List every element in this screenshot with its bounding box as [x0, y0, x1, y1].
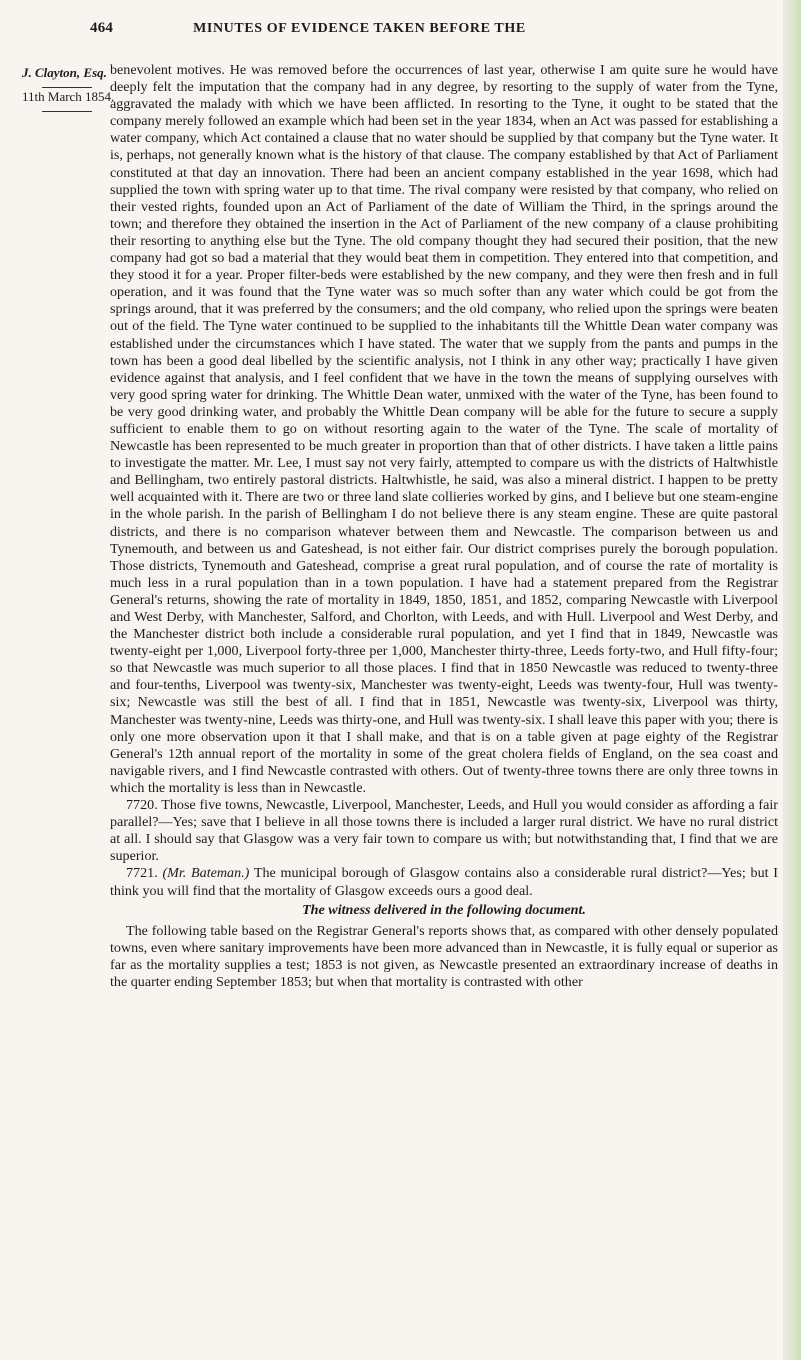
document-heading: The witness delivered in the following document.: [302, 901, 586, 918]
paragraph-closing: The following table based on the Registrar General's reports shows that, as compared with other densely populated towns, even where sanitary improvements have been more advanced than in Newcastle, it is fully equal or superior as far as the mortality supplies a test; 1853 is not given, as Newcastle presented an extraordinary increase of deaths in the quarter ending September 1853; but when that mortality is contrasted with other: [110, 922, 778, 990]
page-edge: [787, 0, 801, 1360]
margin-note: [22, 64, 115, 112]
paragraph-testimony: benevolent motives. He was removed before the occurrences of last year, otherwise I am quite sure he would have deeply felt the imputation that the company had in any degree, by resorting to the supply of water from the Tyne, aggravated the malady with which we have been afflicted. In resorting to the Tyne, it ought to be stated that the company merely followed an example which had been set in the year 1834, when an Act was passed for establishing a water company, which Act contained a clause that no water should be supplied by that company but the Tyne water. It is, perhaps, not generally known what is the history of that clause. The company established by that Act of Parliament constituted at that day an innovation. There had been an ancient company established in the year 1698, which had supplied the town with spring water up to that time. The rival company were resisted by that company, who relied on their vested rights, founded upon an Act of Parliament of the date of William the Third, in the springs around the town; and therefore they obtained the insertion in the Act of Parliament of the new company of a clause prohibiting their resorting to anything else but the Tyne. The old company thought they had secured their position, that the new company had got so bad a material that they would beat them in competition. They entered into that competition, and they stood it for a year. Proper filter-beds were established by the new company, and they were then fresh and in full operation, and it was found that the Tyne water was so much softer than any water which could be got from the springs around, that it was preferred by the consumers; and the old company, who relied upon the springs were beaten out of the field. The Tyne water continued to be supplied to the inhabitants till the Whittle Dean water company was established under the circumstances which I have stated. The water that we supply from the pants and pumps in the town has been a good deal libelled by the scientific analysis, not I think in any other way; practically I have given evidence against that analysis, and I feel confident that we have in the town the means of supplying ourselves with very good spring water for drinking. The Whittle Dean water, unmixed with the water of the Tyne, has been found to be very good drinking water, and probably the Whittle Dean company will be able for the future to secure a supply sufficient to enable them to go on without resorting again to the water of the Tyne. The scale of mortality of Newcastle has been represented to be much greater in proportion than that of other districts. I have taken a little pains to investigate the matter. Mr. Lee, I must say not very fairly, attempted to compare us with the districts of Haltwhistle and Bellingham, two entirely pastoral districts. Haltwhistle, he said, was also a mineral district. I happen to be pretty well acquainted with it. There are two or three land slate collieries worked by gins, and I believe but one steam-engine in the whole parish. In the parish of Bellingham I do not believe there is any steam engine. These are quite pastoral districts, and there is no comparison whatever between them and Newcastle. The comparison between us and Tynemouth, and between us and Gateshead, is not either fair. Our district comprises purely the borough population. Those districts, Tynemouth and Gateshead, comprise a great rural population, and of course the rate of mortality is much less in a rural population than in a town population. I have had a statement prepared from the Registrar General's returns, showing the rate of mortality in 1849, 1850, 1851, and 1852, comparing Newcastle with Liverpool and West Derby, with Manchester, Salford, and Chorlton, with Leeds, and with Hull. Liverpool and West Derby, and the Manchester district both include a considerable rural population, and yet I find that in 1849, Newcastle was twenty-eight per 1,000, Liverpool forty-three per 1,000, Manchester thirty-three, Leeds forty-two, and Hull fifty-four; so that Newcastle was much superior to all those places. I find that in 1850 Newcastle was reduced to twenty-three and four-tenths, Liverpool was twenty-six, Manchester was twenty-eight, Leeds was twenty-four, Hull was twenty-six; Newcastle was still the best of all. I find that in 1851, Newcastle was twenty-six, Liverpool was thirty, Manchester was twenty-nine, Leeds was thirty-one, and Hull was twenty-six. I shall leave this paper with you; there is only one more observation upon it that I shall make, and that is on a table given at page eighty of the Registrar General's 12th annual report of the mortality in some of the great cholera fields of England, on the sea coast and navigable rivers, and I find Newcastle contrasted with others. Out of twenty-three towns there are only three towns in which the mortality is less than in Newcastle.: [110, 62, 778, 796]
running-head: MINUTES OF EVIDENCE TAKEN BEFORE THE: [193, 21, 526, 36]
page-number: 464: [90, 20, 114, 36]
margin-rule: [42, 111, 92, 112]
witness-name: J. Clayton, Esq.: [22, 65, 107, 80]
witness-date: 11th March 1854.: [22, 89, 115, 104]
paragraph-question-7721: [110, 865, 778, 899]
page-header: [90, 20, 780, 37]
paragraph-question-7720: 7720. Those five towns, Newcastle, Liverpool, Manchester, Leeds, and Hull you would consider as affording a fair parallel?—Yes; save that I believe in all those towns there is included a larger rural district. We have no rural district at all. I should say that Glasgow was a very fair town to compare us with; but notwithstanding that, I find that we are superior.: [110, 797, 778, 865]
speaker-name: (Mr. Bateman.): [162, 865, 250, 882]
question-number: 7721.: [126, 865, 158, 882]
question-text: The municipal borough of Glasgow contains also a considerable rural district?—Yes; but I think you will find that the mortality of Glasgow exceeds ours a good deal.: [110, 865, 778, 899]
document-body: [110, 62, 778, 991]
